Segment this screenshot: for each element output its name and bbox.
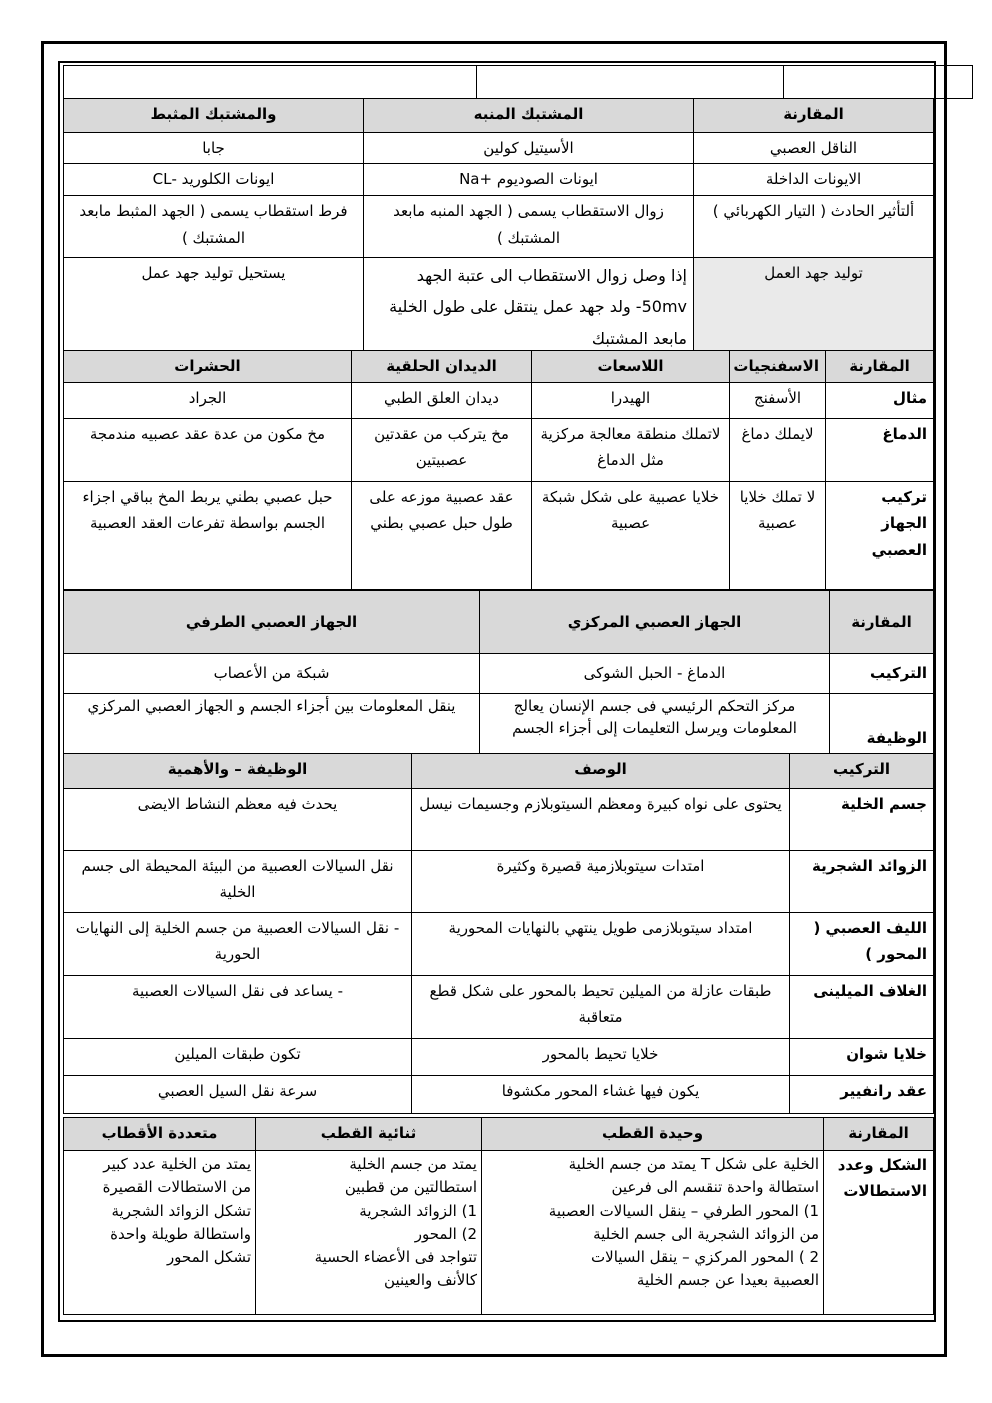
cell: إذا وصل زوال الاستقطاب الى عتبة الجهد 50mv- ولد جهد عمل ينتقل على طول الخلية مابعد المشتبك [364, 258, 694, 357]
row-label: الغلاف الميلينى [790, 976, 934, 1039]
header-strip [63, 65, 973, 99]
row-label: عقد رانفيير [790, 1076, 934, 1114]
row-label: الشكل وعدد الاستطالات [824, 1151, 934, 1315]
cell: الأسيتيل كولين [364, 133, 694, 164]
row-label: الايونات الداخلة [694, 164, 934, 196]
row-label: الدماغ [826, 419, 934, 482]
header-strip-cell [477, 66, 784, 99]
cell: يستحيل توليد جهد عمل [64, 258, 364, 357]
text-line: 2) المحور [414, 1224, 477, 1243]
header-strip-cell [784, 66, 973, 99]
cell: مركز التحكم الرئيسي فى جسم الإنسان يعالج المعلومات ويرسل التعليمات إلى أجزاء الجسم [480, 694, 830, 754]
header-excitatory: المشتبك المنبه [364, 99, 694, 133]
header-cnidarians: اللاسعات [532, 351, 730, 383]
header-cns: الجهاز العصبي المركزي [480, 591, 830, 654]
cell: امتدات سيتوبلازمية قصيرة وكثيرة [412, 851, 790, 913]
unipolar-cell [482, 1151, 824, 1315]
cns-pns-table [63, 590, 934, 754]
text-line: كالأنف والعينين [384, 1271, 477, 1290]
cell: ينقل المعلومات بين أجزاء الجسم و الجهاز العصبي المركزي [64, 694, 480, 754]
header-function: الوظيفة – والأهمية [64, 754, 412, 789]
row-label: الناقل العصبي [694, 133, 934, 164]
cell: يكون فيها غشاء المحور مكشوفا [412, 1076, 790, 1114]
text-line: من الاستطالات القصيرة [102, 1178, 251, 1197]
header-insects: الحشرات [64, 351, 352, 383]
row-label: توليد جهد العمل [694, 258, 934, 357]
cell: نقل السيالات العصبية من البيئة المحيطة الى جسم الخلية [64, 851, 412, 913]
text-line: 2 ) المحور المركزي – ينقل السيالات [591, 1248, 819, 1266]
multipolar-cell [64, 1151, 256, 1315]
text-line: العصبية بعيدا عن جسم الخلية [636, 1271, 819, 1290]
header-strip-cell [64, 66, 477, 99]
cell: شبكة من الأعصاب [64, 654, 480, 694]
cell: خلايا عصبية على شكل شبكة عصبية [532, 482, 730, 590]
text-line: 1) المحور الطرفي – ينقل السيالات العصبية [548, 1201, 819, 1220]
neuron-structure-table [63, 753, 934, 1114]
header-annelids: الديدان الحلقية [352, 351, 532, 383]
cell: لايملك دماغ [730, 419, 826, 482]
cell: لا تملك خلايا عصبية [730, 482, 826, 590]
neuron-types-table [63, 1117, 934, 1315]
header-inhibitory: والمشتبك المثبط [64, 99, 364, 133]
animal-nervous-systems-table [63, 350, 934, 590]
text-line: الخلية على شكل T يمتد من جسم الخلية [568, 1155, 819, 1173]
synapse-comparison-table [63, 98, 934, 357]
cell: سرعة نقل السيل العصبي [64, 1076, 412, 1114]
text-line: يمتد من الخلية عدد كبير [103, 1155, 251, 1173]
text-line: استطالة واحدة تنقسم الى فرعين [611, 1178, 819, 1197]
row-label: الزوائد الشجرية [790, 851, 934, 913]
row-label: ألتأثير الحادث ( التيار الكهربائي ) [694, 196, 934, 258]
cell: - نقل السيالات العصبية من جسم الخلية إلى النهايات الحورية [64, 913, 412, 976]
cell: خلايا تحيط بالمحور [412, 1039, 790, 1076]
text-line: تشكل الزوائد الشجرية [111, 1201, 251, 1220]
cell: ديدان العلق الطبي [352, 383, 532, 419]
header-comparison: المقارنة [826, 351, 934, 383]
text-line: واستطالة طويلة واحدة [110, 1224, 251, 1243]
text-line: 1) الزوائد الشجرية [359, 1201, 477, 1220]
header-comparison: المقارنة [824, 1118, 934, 1151]
cell: الهيدرا [532, 383, 730, 419]
cell: تكون طبقات الميلين [64, 1039, 412, 1076]
cell: ايونات الصوديوم +Na [364, 164, 694, 196]
row-label: التركيب [830, 654, 934, 694]
cell: الدماغ - الحبل الشوكى [480, 654, 830, 694]
row-label: الليف العصبي ( المحور ) [790, 913, 934, 976]
row-label: خلايا شوان [790, 1039, 934, 1076]
header-comparison: المقارنة [830, 591, 934, 654]
cell: الأسفنج [730, 383, 826, 419]
header-pns: الجهاز العصبي الطرفي [64, 591, 480, 654]
cell: فرط استقطاب يسمى ( الجهد المثبط مابعد المشتبك ) [64, 196, 364, 258]
row-label: مثال [826, 383, 934, 419]
text-line: من الزوائد الشجرية الى جسم الخلية [593, 1224, 819, 1243]
cell: جابا [64, 133, 364, 164]
cell: مخ مكون من عدة عقد عصبيه مندمجة [64, 419, 352, 482]
cell: يحتوى على نواه كبيرة ومعظم السيتوبلازم وجسيمات نيسل [412, 789, 790, 851]
row-label: الوظيفة [830, 694, 934, 754]
text-line: يمتد من جسم الخلية [349, 1155, 477, 1173]
cell: طبقات عازلة من الميلين تحيط بالمحور على شكل قطع متعاقبة [412, 976, 790, 1039]
text-line: تشكل المحور [166, 1248, 251, 1266]
cell: ايونات الكلوريد -CL [64, 164, 364, 196]
text-line: تتواجد فى الأعضاء الحسية [314, 1248, 477, 1266]
header-unipolar: وحيدة القطب [482, 1118, 824, 1151]
bipolar-cell [256, 1151, 482, 1315]
header-multipolar: متعددة الأقطاب [64, 1118, 256, 1151]
cell: - يساعد فى نقل السيالات العصبية [64, 976, 412, 1039]
cell: يحدث فيه معظم النشاط الايضى [64, 789, 412, 851]
header-structure: التركيب [790, 754, 934, 789]
text-line: استطالتين من قطبين [344, 1178, 477, 1197]
cell: حبل عصبي بطني يربط المخ بباقي اجزاء الجسم بواسطة تفرعات العقد العصبية [64, 482, 352, 590]
cell: الجراد [64, 383, 352, 419]
cell: مخ يتركب من عقدتين عصبيتين [352, 419, 532, 482]
header-comparison: المقارنة [694, 99, 934, 133]
header-bipolar: ثنائية القطب [256, 1118, 482, 1151]
cell: امتداد سيتوبلازمى طويل ينتهي بالنهايات المحورية [412, 913, 790, 976]
cell: عقد عصبية موزعه على طول حبل عصبي بطني [352, 482, 532, 590]
header-sponges: الاسفنجيات [730, 351, 826, 383]
cell: لاتملك منطقة معالجة مركزية مثل الدماغ [532, 419, 730, 482]
cell: زوال الاستقطاب يسمى ( الجهد المنبه مابعد المشتبك ) [364, 196, 694, 258]
row-label: جسم الخلية [790, 789, 934, 851]
header-description: الوصف [412, 754, 790, 789]
row-label: تركيب الجهاز العصبي [826, 482, 934, 590]
